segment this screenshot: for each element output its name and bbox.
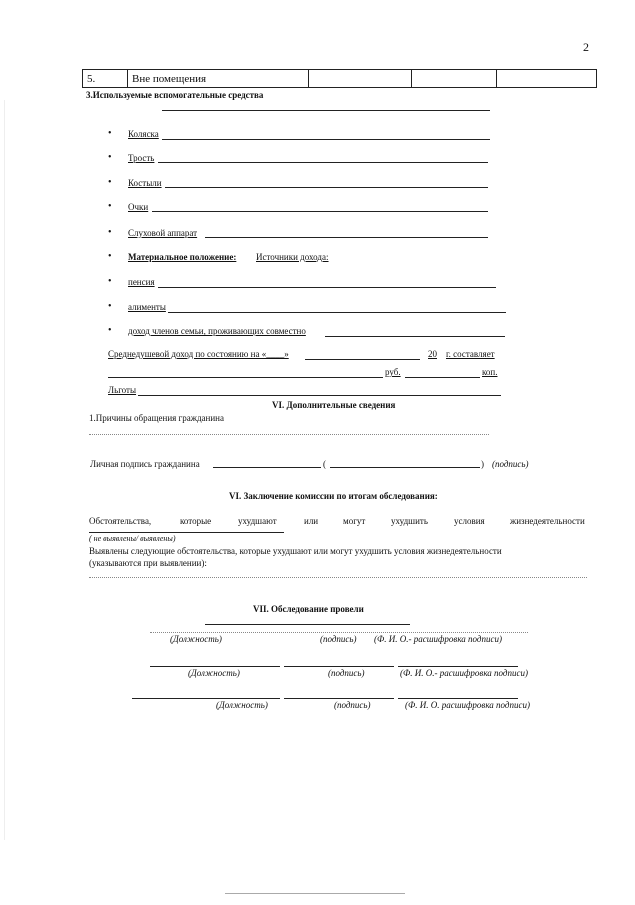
signer-line <box>132 698 280 699</box>
signer-line <box>284 698 394 699</box>
bullet-icon: • <box>108 276 112 287</box>
material-label: Материальное положение: <box>128 252 237 262</box>
signer-position: (Должность) <box>216 700 268 710</box>
year-suffix: г. составляет <box>446 349 495 359</box>
reasons-line <box>89 434 489 435</box>
bullet-icon: • <box>108 128 112 139</box>
choice-line <box>89 532 284 533</box>
aid-line <box>162 110 490 111</box>
aid-item: Слуховой аппарат <box>128 228 198 238</box>
rub-label: руб. <box>385 367 401 377</box>
word: ухудшить <box>391 516 428 526</box>
signer-position: (Должность) <box>188 668 240 678</box>
table-row <box>82 69 597 88</box>
row-label: Вне помещения <box>128 70 309 88</box>
aid-line <box>162 139 490 140</box>
bullet-icon: • <box>108 325 112 336</box>
bullet-icon: • <box>108 201 112 212</box>
signer-line <box>398 666 518 667</box>
choice-hint: ( не выявлены/ выявлены) <box>89 534 176 543</box>
signature-name-line <box>330 467 480 468</box>
aid-line <box>205 237 488 238</box>
aid-item: Костыли <box>128 178 162 188</box>
commission-line2: (указываются при выявлении): <box>89 558 207 568</box>
paren-close: ) <box>481 459 484 469</box>
signer-line <box>150 666 280 667</box>
word: которые <box>180 516 212 526</box>
signer-sign: (подпись) <box>334 700 371 710</box>
rub-line <box>405 377 480 378</box>
aid-item: Коляска <box>128 129 159 139</box>
commission-details-line <box>89 577 587 578</box>
income-amount-line <box>108 377 383 378</box>
aid-line <box>158 162 488 163</box>
lgoty-label: Льготы <box>108 385 137 395</box>
aid-line <box>152 211 488 212</box>
commission-title: VI. Заключение комиссии по итогам обследования: <box>229 491 438 501</box>
signature-line <box>213 467 321 468</box>
lgoty-line <box>138 395 501 396</box>
signer-sign: (подпись) <box>328 668 365 678</box>
aid-item: Очки <box>128 202 149 212</box>
signer-line <box>150 632 528 633</box>
section7-title: VII. Обследование провели <box>253 604 364 614</box>
aid-item: Трость <box>128 153 155 163</box>
signature-hint: (подпись) <box>492 459 529 469</box>
bullet-icon: • <box>108 251 112 262</box>
reasons-label: 1.Причины обращения гражданина <box>89 413 224 423</box>
cell-empty-2 <box>412 70 497 88</box>
scan-bottom-line <box>225 893 405 894</box>
section7-title-line <box>205 624 410 625</box>
income-line <box>325 336 505 337</box>
cell-empty-3 <box>497 70 597 88</box>
kop-label: коп. <box>482 367 498 377</box>
avg-income-line <box>305 359 420 360</box>
bullet-icon: • <box>108 227 112 238</box>
income-line <box>168 312 506 313</box>
scan-edge <box>4 100 5 840</box>
signer-line <box>398 698 518 699</box>
avg-income-label: Среднедушевой доход по состоянию на «____» <box>108 349 289 359</box>
signer-position: (Должность) <box>170 634 222 644</box>
word: могут <box>343 516 366 526</box>
word: жизнедеятельности <box>510 516 585 526</box>
signer-name: (Ф. И. О. расшифровка подписи) <box>405 700 530 710</box>
word: условия <box>454 516 485 526</box>
word: или <box>304 516 319 526</box>
income-item: пенсия <box>128 277 155 287</box>
signer-line <box>284 666 394 667</box>
section6-title: VI. Дополнительные сведения <box>272 400 396 410</box>
income-item: доход членов семьи, проживающих совместно <box>128 326 306 336</box>
page-number: 2 <box>583 40 589 54</box>
signer-name: (Ф. И. О.- расшифровка подписи) <box>374 634 502 644</box>
cell-empty-1 <box>309 70 412 88</box>
word: Обстоятельства, <box>89 516 152 526</box>
commission-line1: Выявлены следующие обстоятельства, которые ухудшают или могут ухудшить условия жизнедеятельности <box>89 546 502 556</box>
paren-open: ( <box>323 459 326 469</box>
signer-sign: (подпись) <box>320 634 357 644</box>
income-label: Источники дохода: <box>256 252 329 262</box>
income-line <box>158 287 496 288</box>
bullet-icon: • <box>108 301 112 312</box>
bullet-icon: • <box>108 177 112 188</box>
bullet-icon: • <box>108 152 112 163</box>
income-item: алименты <box>128 302 166 312</box>
word: ухудшают <box>238 516 277 526</box>
section3-title: 3.Используемые вспомогательные средства <box>86 90 264 100</box>
signer-name: (Ф. И. О.- расшифровка подписи) <box>400 668 528 678</box>
aid-line <box>165 187 488 188</box>
row-number: 5. <box>83 70 128 88</box>
signature-label: Личная подпись гражданина <box>90 459 200 469</box>
year-prefix: 20 <box>428 349 437 359</box>
